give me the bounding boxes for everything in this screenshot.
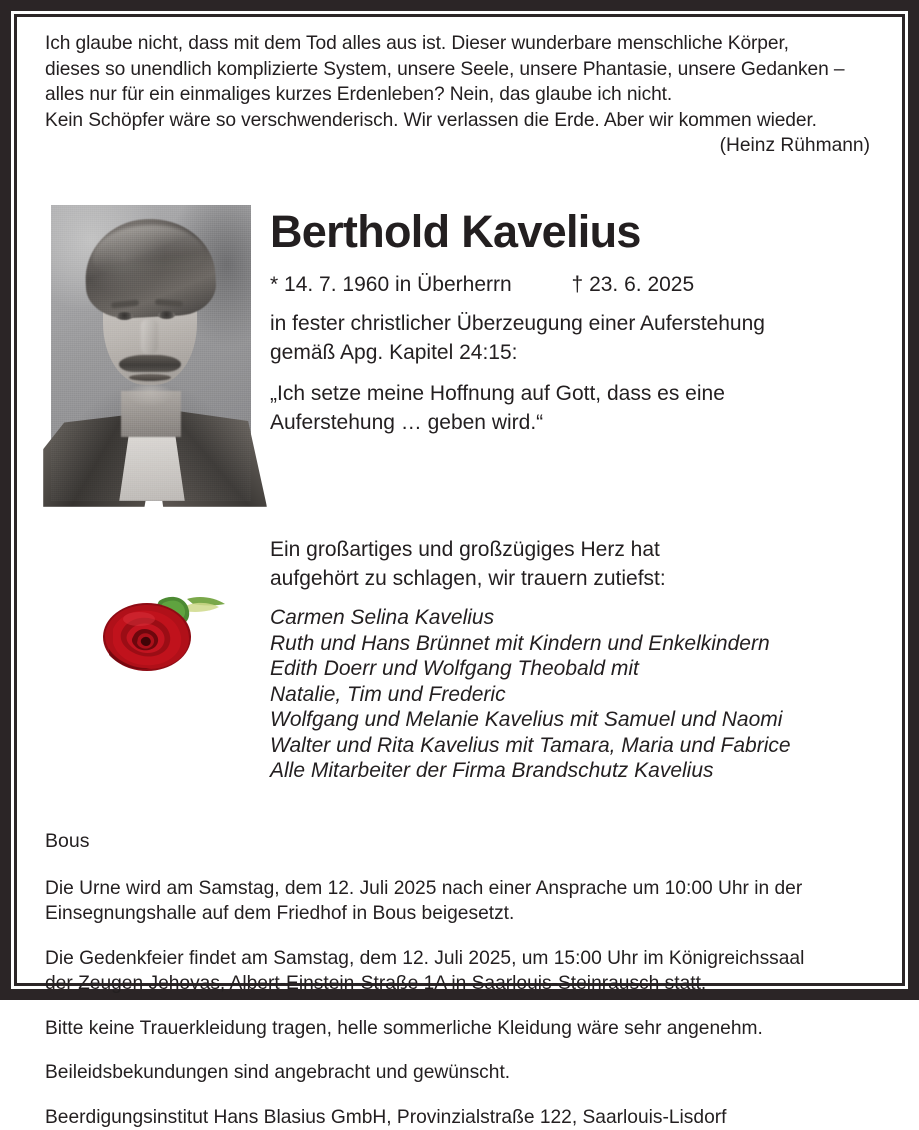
scripture-line: Auferstehung … geben wird.“ xyxy=(270,408,884,437)
quotation-line: Ich glaube nicht, dass mit dem Tod alles aus ist. Dieser wunderbare menschliche Körper, xyxy=(45,31,874,57)
mourning-statement xyxy=(270,535,884,784)
condolences-info xyxy=(45,1060,874,1086)
death-date-text: 23. 6. 2025 xyxy=(589,273,694,296)
memorial-info xyxy=(45,946,874,997)
rose-image xyxy=(83,571,243,681)
list-item: Wolfgang und Melanie Kavelius mit Samuel und Naomi xyxy=(270,707,884,733)
imagery-column xyxy=(17,205,265,681)
birth-date xyxy=(270,271,512,299)
main-section xyxy=(17,205,902,784)
life-dates xyxy=(270,271,884,299)
funeral-home-info xyxy=(45,1105,874,1130)
portrait-photo xyxy=(51,205,251,501)
text-column xyxy=(265,205,902,784)
scripture-quote xyxy=(270,379,884,437)
rose-highlight xyxy=(123,612,155,626)
mourning-intro-line: aufgehört zu schlagen, wir trauern zutiefst: xyxy=(270,564,884,593)
funeral-home-line: Beerdigungsinstitut Hans Blasius GmbH, Provinzialstraße 122, Saarlouis-Lisdorf xyxy=(45,1105,874,1130)
quotation-line: alles nur für ein einmaliges kurzes Erdenleben? Nein, das glaube ich nicht. xyxy=(45,82,874,108)
belief-line: gemäß Apg. Kapitel 24:15: xyxy=(270,338,884,367)
notice-border-gap xyxy=(11,11,908,989)
quotation-attribution: (Heinz Rühmann) xyxy=(45,133,874,159)
quotation-block xyxy=(17,17,902,159)
condolences-line: Beileidsbekundungen sind angebracht und gewünscht. xyxy=(45,1060,874,1086)
list-item: Alle Mitarbeiter der Firma Brandschutz Kavelius xyxy=(270,758,884,784)
belief-line: in fester christlicher Überzeugung einer Auferstehung xyxy=(270,309,884,338)
birth-date-text: 14. 7. 1960 in Überherrn xyxy=(284,273,512,296)
list-item: Carmen Selina Kavelius xyxy=(270,605,884,631)
family-names-list xyxy=(270,605,884,784)
cross-icon: † xyxy=(572,273,584,296)
scripture-line: „Ich setze meine Hoffnung auf Gott, dass es eine xyxy=(270,379,884,408)
quotation-line: dieses so unendlich komplizierte System, unsere Seele, unsere Phantasie, unsere Gedanken – xyxy=(45,57,874,83)
memorial-line: der Zeugen Jehovas, Albert-Einstein-Straße 1A in Saarlouis-Steinrausch statt. xyxy=(45,971,874,997)
place-name: Bous xyxy=(45,828,874,854)
burial-info xyxy=(45,876,874,927)
quotation-line: Kein Schöpfer wäre so verschwenderisch. Wir verlassen die Erde. Aber wir kommen wieder. xyxy=(45,108,874,134)
dress-code-info xyxy=(45,1016,874,1042)
dress-code-line: Bitte keine Trauerkleidung tragen, helle sommerliche Kleidung wäre sehr angenehm. xyxy=(45,1016,874,1042)
birth-symbol-icon: * xyxy=(270,273,278,296)
list-item: Walter und Rita Kavelius mit Tamara, Maria und Fabrice xyxy=(270,733,884,759)
list-item: Natalie, Tim und Frederic xyxy=(270,682,884,708)
notice-content xyxy=(14,14,905,986)
death-date xyxy=(572,271,695,299)
belief-statement xyxy=(270,309,884,367)
list-item: Edith Doerr und Wolfgang Theobald mit xyxy=(270,656,884,682)
burial-line: Die Urne wird am Samstag, dem 12. Juli 2025 nach einer Ansprache um 10:00 Uhr in der xyxy=(45,876,874,902)
arrangements-section xyxy=(17,828,902,1130)
rose-icon xyxy=(83,571,243,681)
mourning-intro-line: Ein großartiges und großzügiges Herz hat xyxy=(270,535,884,564)
burial-line: Einsegnungshalle auf dem Friedhof in Bous beigesetzt. xyxy=(45,901,874,927)
list-item: Ruth und Hans Brünnet mit Kindern und Enkelkindern xyxy=(270,631,884,657)
page-title: Berthold Kavelius xyxy=(270,205,884,259)
memorial-line: Die Gedenkfeier findet am Samstag, dem 12. Juli 2025, um 15:00 Uhr im Königreichssaal xyxy=(45,946,874,972)
portrait-grayscale-overlay xyxy=(51,205,251,501)
